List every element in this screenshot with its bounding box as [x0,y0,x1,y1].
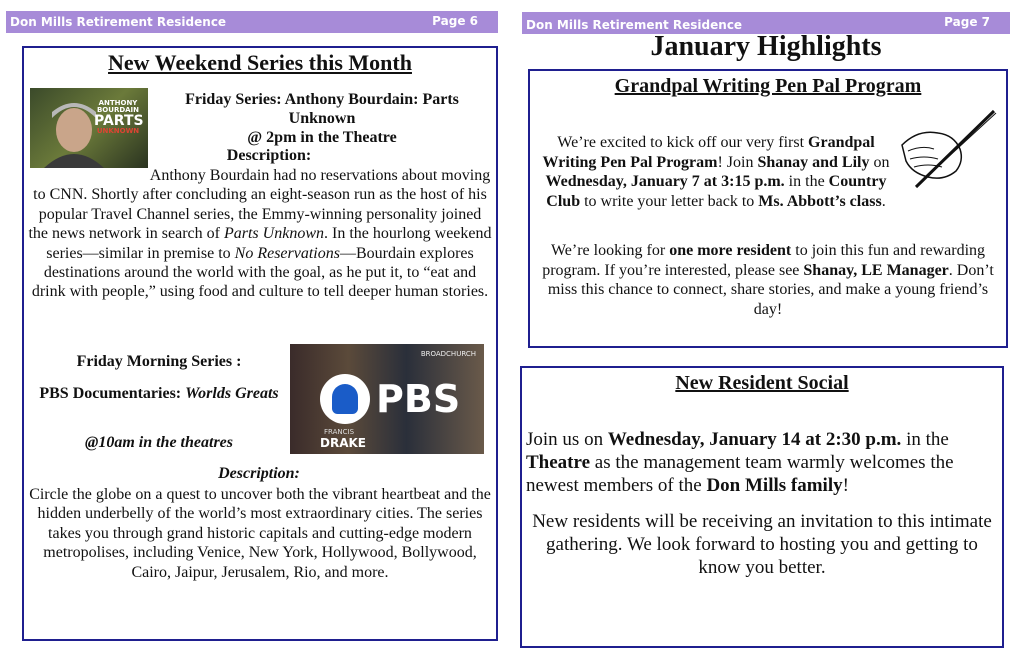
bourdain-show-image [30,88,148,168]
residence-name: Don Mills Retirement Residence [10,15,227,29]
bourdain-time: @ 2pm in the Theatre [247,129,397,146]
pen-pal-section [528,69,1008,348]
social-paragraph-2: New residents will be receiving an invitation to this intimate gathering. We look forward to hosting you and getting to know you better. [532,511,992,578]
pbs-series-title: PBS Documentaries: Worlds Greats [39,385,279,402]
pen-pal-paragraph-1: We’re excited to kick off our very first Grandpal Writing Pen Pal Program! Join Shanay and Lily on Wednesday, January 7 at 3:15 p.m. in the Country Club to write your letter back to Ms. Abbott’s class. [542,134,890,210]
january-highlights-title: January Highlights [650,31,882,62]
pbs-logo: PBS [320,374,460,424]
pen-pal-heading: Grandpal Writing Pen Pal Program [614,75,922,97]
pbs-image-tag-1: FRANCIS [324,428,355,436]
pen-pal-paragraph-2: We’re looking for one more resident to join this fun and rewarding program. If you’re interested, please see Shanay, LE Manager. Don’t miss this chance to connect, share stories, and make a young friend’s day! [542,242,994,318]
social-paragraph-1: Join us on Wednesday, January 14 at 2:30 p.m. in the Theatre as the management team warmly welcomes the newest members of the Don Mills family! [526,429,954,496]
pbs-image-tag-3: BROADCHURCH [420,350,476,358]
writing-hand-icon [898,105,1002,197]
pbs-time: @10am in the theatres [85,434,233,451]
section-title: New Weekend Series this Month [108,50,412,75]
pbs-description: Circle the globe on a quest to uncover both the vibrant heartbeat and the hidden underbelly of the world’s most extraordinary cities. The series takes you through grand historic capitals and cutting-edge modern metropolises, including Venice, New York, Hollywood, Bollywood, Cairo, Jaipur, Jerusalem, Rio, and more. [29,486,491,581]
bourdain-description: Anthony Bourdain had no reservations about moving to CNN. Shortly after concluding an eight-season run as the host of his popular Travel Channel series, the Emmy-winning personality joined the news network in search of Parts Unknown. In the hourlong weekend series—similar in premise to No Reservations—Bourdain explores destinations around the world with the goal, as he put it, to “eat and drink with people,” using food and culture to tell deeper human stories. [28,167,492,301]
page-number: Page 7 [944,15,990,29]
bourdain-series-heading: Friday Series: Anthony Bourdain: Parts Unknown @ 2pm in the Theatre [154,90,490,147]
pbs-image-tag-2: DRAKE [320,436,366,450]
weekend-series-section [22,46,498,641]
description-label: Description: [226,147,312,164]
pbs-head-icon [320,374,370,424]
page-number: Page 6 [432,14,478,28]
pbs-description-label: Description: [218,465,300,482]
residence-name: Don Mills Retirement Residence [526,18,743,32]
social-heading: New Resident Social [675,372,849,394]
pbs-series-label: Friday Morning Series : [76,353,242,370]
left-page-header [6,11,498,33]
show-logo-text: ANTHONY BOURDAIN PARTS UNKNOWN [94,99,144,135]
new-resident-social-section [520,366,1004,648]
pbs-documentaries-image [290,344,484,454]
